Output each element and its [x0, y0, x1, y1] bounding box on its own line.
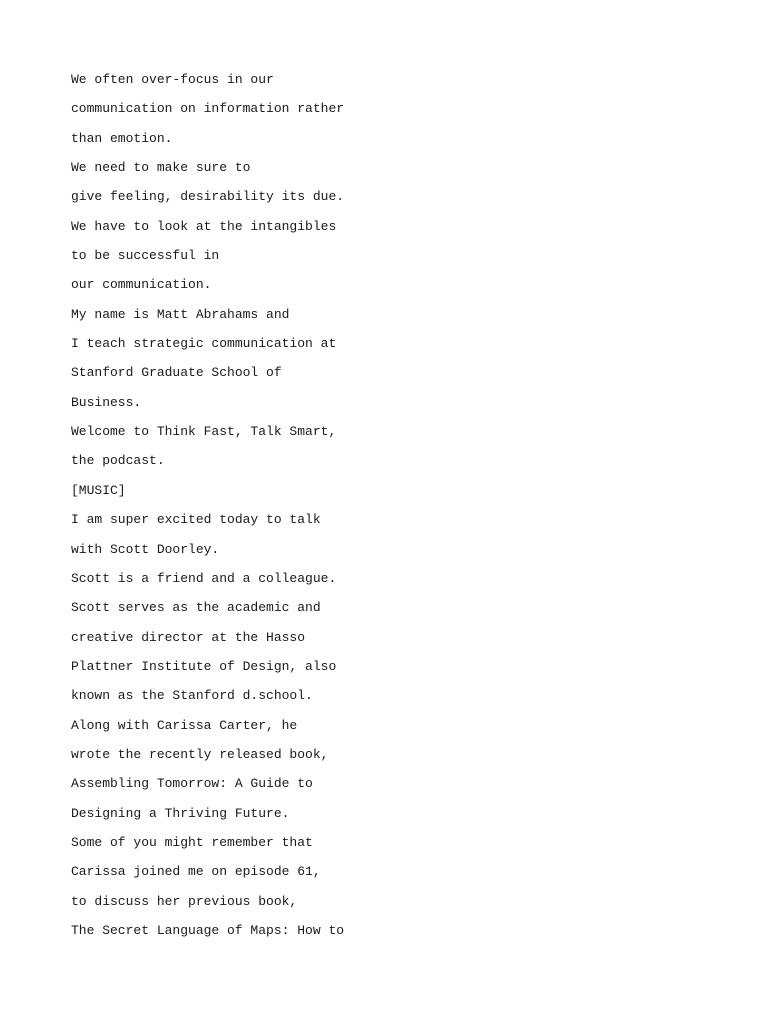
transcript-line: to be successful in — [71, 248, 220, 264]
transcript-line: Stanford Graduate School of — [71, 365, 282, 381]
transcript-line: our communication. — [71, 277, 212, 293]
transcript-line: to discuss her previous book, — [71, 893, 298, 909]
transcript-line: creative director at the Hasso — [71, 629, 306, 645]
transcript-line: wrote the recently released book, — [71, 746, 329, 762]
transcript-line: the podcast. — [71, 453, 165, 469]
transcript-line: than emotion. — [71, 130, 173, 146]
transcript-line: The Secret Language of Maps: How to — [71, 922, 345, 938]
transcript-line: Scott serves as the academic and — [71, 600, 321, 616]
transcript-line: Along with Carissa Carter, he — [71, 717, 298, 733]
transcript-line: My name is Matt Abrahams and — [71, 306, 290, 322]
transcript-line: give feeling, desirability its due. — [71, 189, 345, 205]
transcript-line: with Scott Doorley. — [71, 541, 220, 557]
transcript-line: communication on information rather — [71, 101, 345, 117]
transcript-line: [MUSIC] — [71, 482, 126, 498]
transcript-line: Designing a Thriving Future. — [71, 805, 290, 821]
transcript-line: We often over-focus in our — [71, 72, 274, 87]
transcript-line: Scott is a friend and a colleague. — [71, 570, 337, 586]
transcript-line: We need to make sure to — [71, 160, 251, 176]
transcript-line: Welcome to Think Fast, Talk Smart, — [71, 424, 337, 440]
transcript-text — [71, 65, 344, 945]
transcript-line: Carissa joined me on episode 61, — [71, 864, 321, 880]
transcript-line: Plattner Institute of Design, also — [71, 658, 337, 674]
transcript-line: Business. — [71, 394, 142, 410]
transcript-line: I am super excited today to talk — [71, 512, 321, 528]
transcript-line: Some of you might remember that — [71, 834, 313, 850]
transcript-line: We have to look at the intangibles — [71, 218, 337, 234]
transcript-line: known as the Stanford d.school. — [71, 688, 313, 704]
transcript-line: Assembling Tomorrow: A Guide to — [71, 776, 313, 792]
transcript-line: I teach strategic communication at — [71, 336, 337, 352]
